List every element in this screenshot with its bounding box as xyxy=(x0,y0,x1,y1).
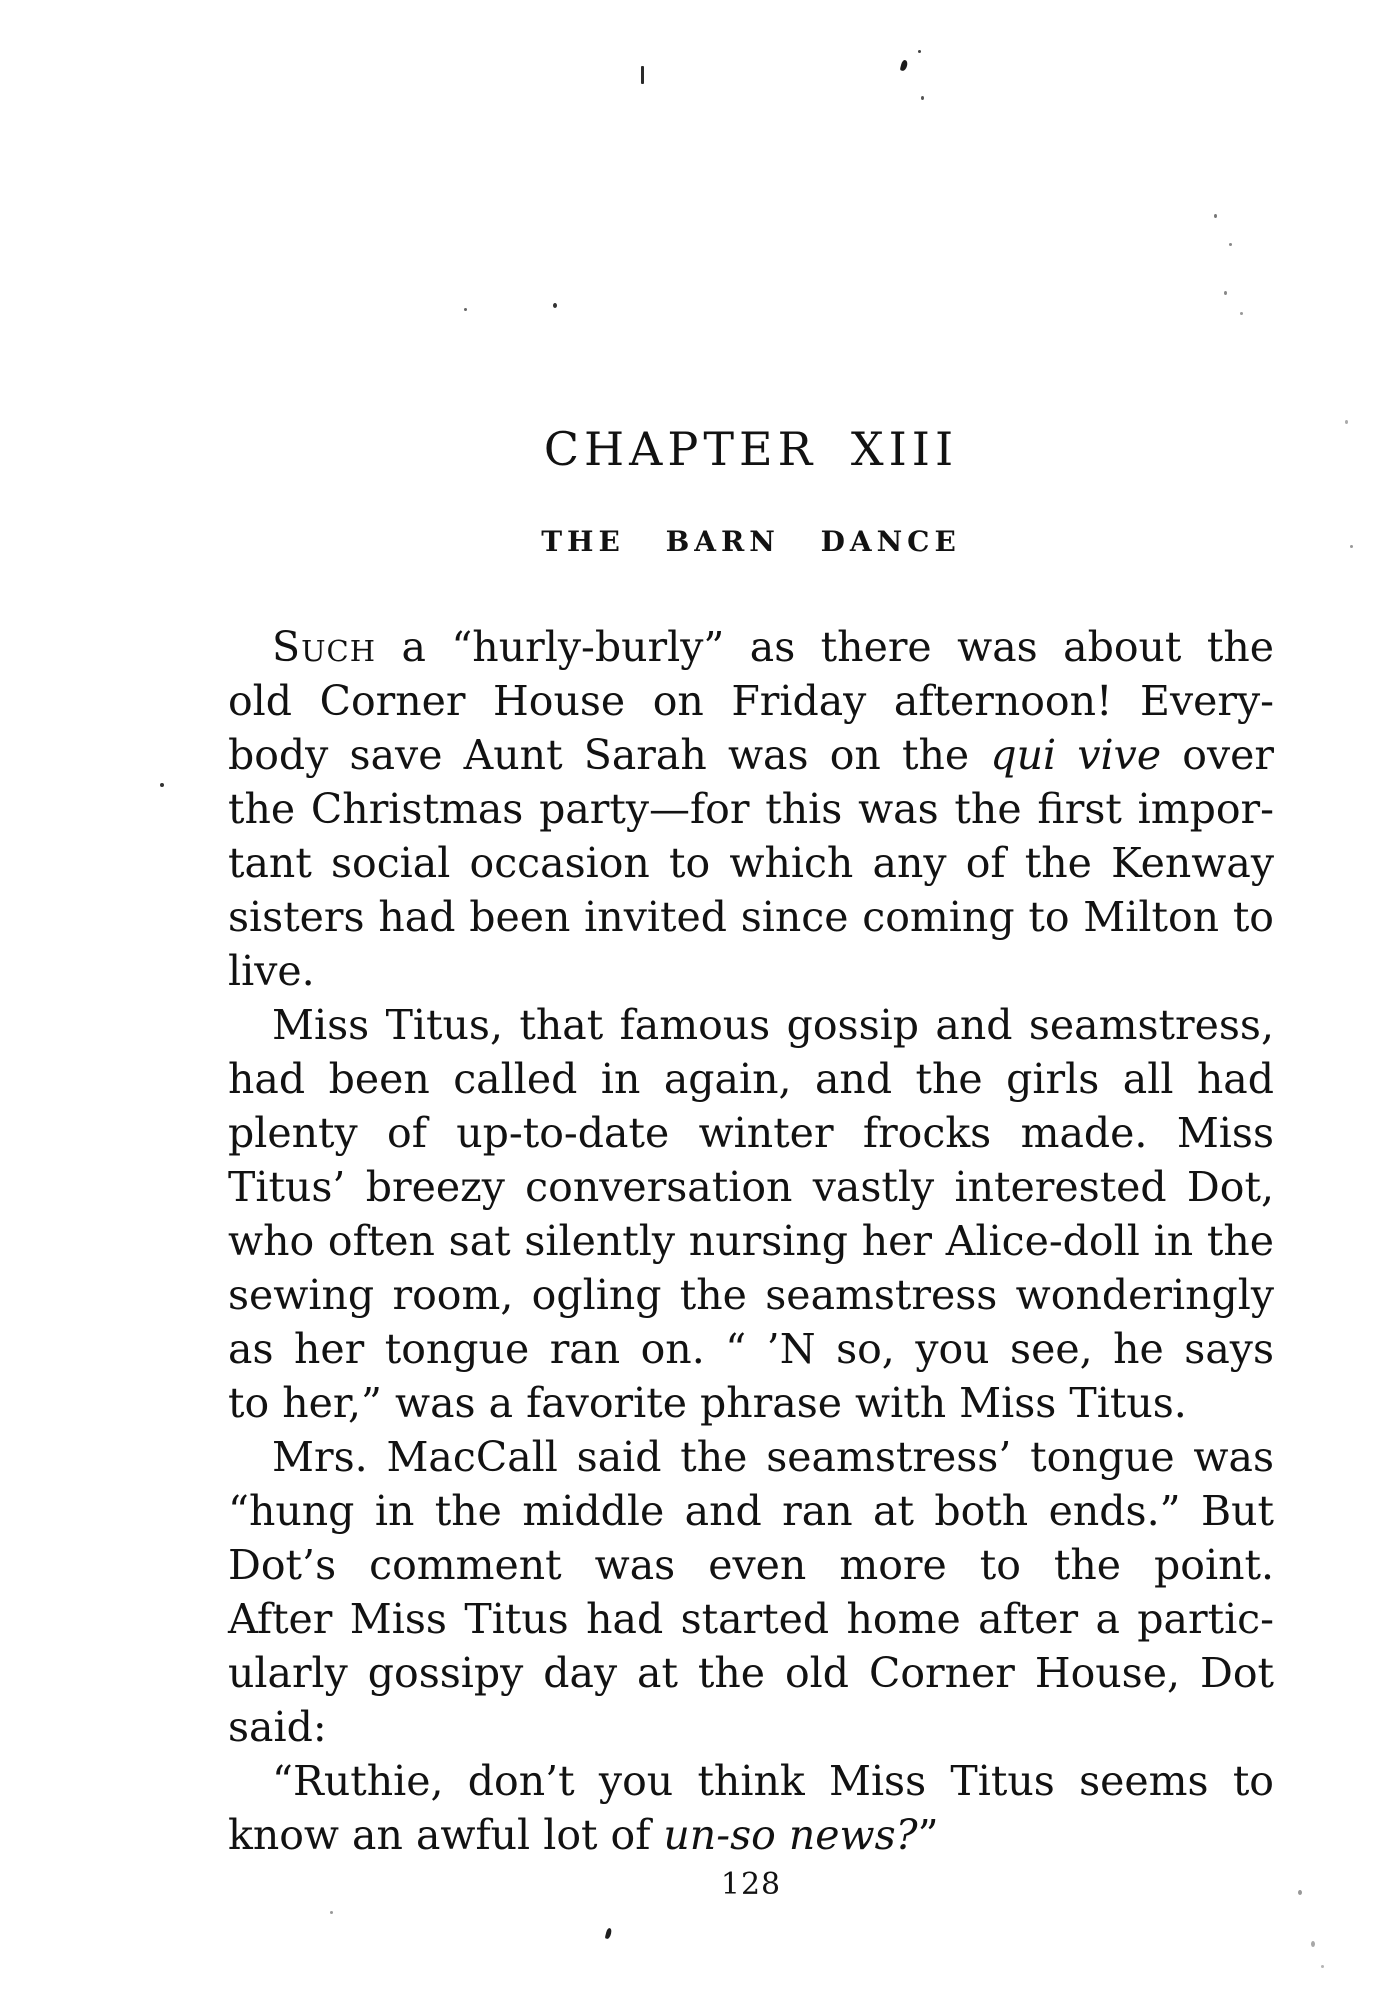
body-text xyxy=(228,620,1274,1862)
text-segment: who often sat silently nursing her Alice-doll in the xyxy=(228,1217,1274,1265)
text-line xyxy=(228,1808,1274,1862)
text-segment: Titus’ breezy conversation vastly interested Dot, xyxy=(228,1163,1274,1211)
text-segment: body save Aunt Sarah was on the xyxy=(228,731,991,779)
text-segment: Miss Titus, that famous gossip and seamstress, xyxy=(272,1001,1274,1049)
scan-speck xyxy=(553,303,557,308)
text-segment: un-so news? xyxy=(663,1811,918,1859)
text-line xyxy=(228,1052,1274,1106)
text-line xyxy=(228,1754,1274,1808)
text-segment: sewing room, ogling the seamstress wonderingly xyxy=(228,1271,1274,1319)
text-line xyxy=(228,782,1274,836)
scan-speck xyxy=(464,308,467,311)
scan-speck xyxy=(1214,214,1217,218)
text-line xyxy=(228,1214,1274,1268)
text-line xyxy=(228,1646,1274,1700)
scan-speck xyxy=(1298,1890,1302,1895)
scan-speck xyxy=(921,96,924,100)
text-segment: After Miss Titus had started home after a partic- xyxy=(228,1595,1274,1643)
text-line xyxy=(228,1268,1274,1322)
text-segment: old Corner House on Friday afternoon! Every- xyxy=(228,677,1274,725)
text-line xyxy=(228,1160,1274,1214)
text-segment: know an awful lot of xyxy=(228,1811,664,1859)
text-line xyxy=(228,890,1274,944)
text-line xyxy=(228,1592,1274,1646)
text-line xyxy=(228,728,1274,782)
text-line xyxy=(228,620,1274,674)
text-line xyxy=(228,1538,1274,1592)
text-segment: a “hurly-burly” as there was about the xyxy=(376,623,1274,671)
text-segment: plenty of up-to-date winter frocks made. Miss xyxy=(228,1109,1274,1157)
scan-speck xyxy=(160,783,164,787)
text-line xyxy=(228,944,1274,998)
text-line xyxy=(228,836,1274,890)
text-segment: had been called in again, and the girls all had xyxy=(228,1055,1274,1103)
scan-speck xyxy=(1311,1941,1315,1947)
scan-speck xyxy=(918,50,921,53)
text-segment: as her tongue ran on. “ ’N so, you see, he says xyxy=(228,1325,1274,1373)
text-line xyxy=(228,1322,1274,1376)
scan-speck xyxy=(1224,291,1227,295)
scan-speck xyxy=(330,1911,333,1914)
text-segment: ” xyxy=(917,1811,939,1859)
chapter-subtitle: THE BARN DANCE xyxy=(541,525,961,558)
text-segment: live. xyxy=(228,947,315,995)
text-segment: sisters had been invited since coming to Milton to xyxy=(228,893,1274,941)
text-line xyxy=(228,1106,1274,1160)
text-segment: the Christmas party—for this was the first impor- xyxy=(228,785,1274,833)
text-segment: qui vive xyxy=(990,731,1162,779)
scan-speck xyxy=(1229,243,1232,246)
text-line xyxy=(228,1376,1274,1430)
text-segment: tant social occasion to which any of the Kenway xyxy=(228,839,1274,887)
scan-speck xyxy=(641,66,644,84)
text-segment: to her,” was a favorite phrase with Miss Titus. xyxy=(228,1379,1187,1427)
scan-speck xyxy=(1321,1965,1324,1968)
text-line xyxy=(228,998,1274,1052)
chapter-heading: CHAPTER XIII xyxy=(543,422,959,476)
text-segment: “Ruthie, don’t you think Miss Titus seems to xyxy=(272,1757,1274,1805)
page-number: 128 xyxy=(720,1867,782,1902)
text-line xyxy=(228,1484,1274,1538)
scan-speck xyxy=(1240,312,1243,315)
text-line xyxy=(228,674,1274,728)
text-segment: said: xyxy=(228,1703,327,1751)
text-segment: Mrs. MacCall said the seamstress’ tongue was xyxy=(272,1433,1274,1481)
scan-speck xyxy=(1350,545,1353,548)
text-line xyxy=(228,1430,1274,1484)
text-segment: over xyxy=(1161,731,1275,779)
scan-speck xyxy=(1345,420,1348,424)
text-segment: Such xyxy=(272,623,377,671)
scan-speck xyxy=(605,1928,613,1940)
scan-speck xyxy=(900,59,908,71)
text-line xyxy=(228,1700,1274,1754)
text-segment: Dot’s comment was even more to the point. xyxy=(228,1541,1274,1589)
text-segment: ularly gossipy day at the old Corner House, Dot xyxy=(228,1649,1274,1697)
text-segment: “hung in the middle and ran at both ends.” But xyxy=(228,1487,1274,1535)
